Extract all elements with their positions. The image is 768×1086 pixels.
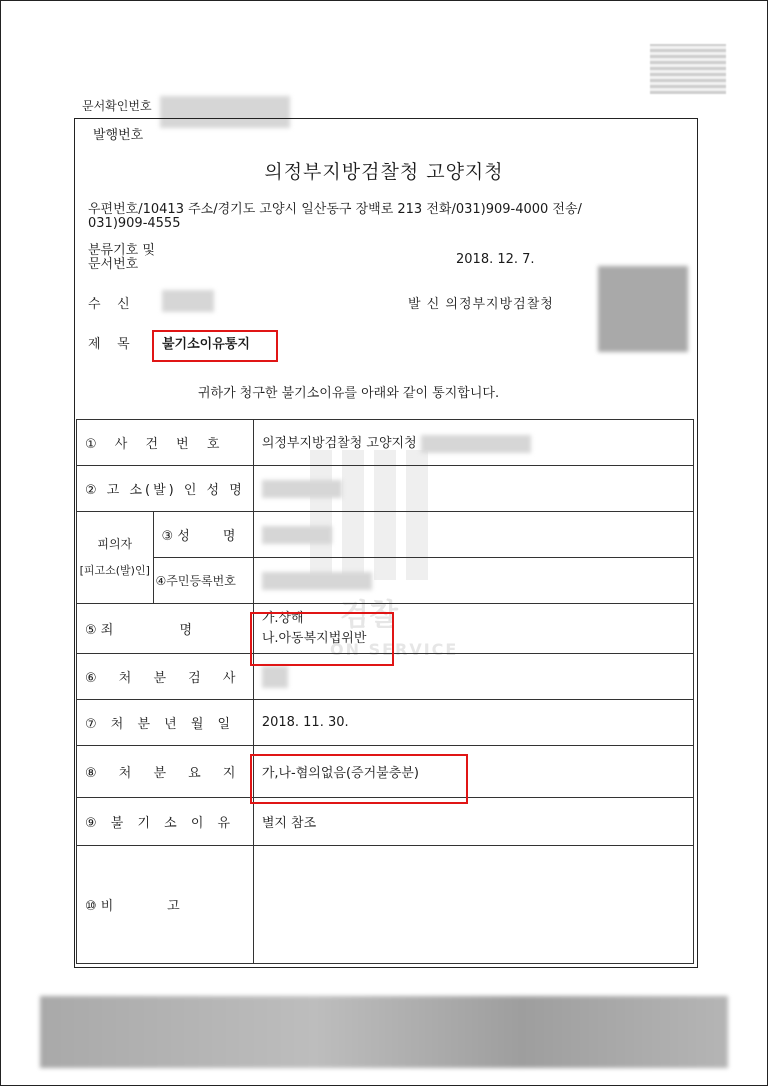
- classification-label: [88, 244, 155, 272]
- case-number-cell: [253, 420, 693, 466]
- highlight-disposition-summary: [250, 754, 468, 804]
- watermark-subtext: ON SERVICE: [330, 640, 459, 659]
- address-line-1: 우편번호/10413 주소/경기도 고양시 일산동구 장백로 213 전화/031)909-4000 전송/: [88, 202, 582, 217]
- redacted-case-number: [421, 435, 531, 453]
- table-row: [77, 420, 694, 466]
- disposition-date-label: ⑦ 처 분 년 월 일: [77, 700, 254, 746]
- address-line-2: 031)909-4555: [88, 216, 181, 231]
- subject-label: 제 목: [88, 337, 130, 352]
- classification-label-and: 및: [142, 243, 155, 258]
- issuance-stamp: [650, 44, 726, 94]
- sender-label: 발 신 의정부지방검찰청: [408, 297, 554, 312]
- highlight-subject: [152, 330, 278, 362]
- redacted-footer: [40, 996, 728, 1068]
- redacted-official-seal: [598, 266, 688, 352]
- case-number-label: ① 사 건 번 호: [77, 420, 254, 466]
- intro-text: 귀하가 청구한 불기소이유를 아래와 같이 통지합니다.: [198, 386, 500, 401]
- subject-value: 불기소이유통지: [162, 337, 250, 352]
- suspect-group-label: [77, 512, 154, 604]
- recipient-label: 수 신: [88, 297, 130, 312]
- table-row: [77, 798, 694, 846]
- table-row: [77, 700, 694, 746]
- classification-label-2: 문서번호: [88, 257, 139, 272]
- issue-number-label: 발행번호: [93, 128, 144, 143]
- reason-value: 별지 참조: [253, 798, 693, 846]
- disposition-date-value: 2018. 11. 30.: [253, 700, 693, 746]
- document-date: 2018. 12. 7.: [456, 252, 535, 267]
- table-row: [77, 558, 694, 604]
- table-row: [77, 466, 694, 512]
- doc-check-label: 문서확인번호: [82, 99, 152, 113]
- suspect-id-label: ④주민등록번호: [153, 558, 253, 604]
- redacted-recipient: [162, 290, 214, 312]
- remarks-cell: [253, 846, 693, 964]
- organization-title: 의정부지방검찰청 고양지청: [264, 161, 504, 183]
- watermark-text: 검찰: [340, 598, 398, 633]
- notice-form-table: [76, 419, 694, 964]
- table-row: [77, 846, 694, 964]
- complainant-label: ② 고 소(발) 인 성 명: [77, 466, 254, 512]
- suspect-label: 피의자: [97, 537, 133, 551]
- case-number-value: 의정부지방검찰청 고양지청: [261, 436, 417, 452]
- prosecutor-label: ⑥ 처 분 검 사: [77, 654, 254, 700]
- classification-label-1: 분류기호: [88, 243, 139, 258]
- table-row: [77, 512, 694, 558]
- redacted-prosecutor: [262, 666, 288, 688]
- suspect-name-label: ③ 성 명: [153, 512, 253, 558]
- reason-label: ⑨ 불 기 소 이 유: [77, 798, 254, 846]
- charge-value-1: 가.상해: [261, 610, 304, 626]
- redacted-complainant: [262, 480, 342, 498]
- suspect-id-cell: [253, 558, 693, 604]
- disposition-summary-value: 가,나-혐의없음(증거불충분): [253, 746, 693, 798]
- remarks-label: ⑩ 비 고: [77, 846, 254, 964]
- redacted-suspect-name: [262, 526, 332, 544]
- complainant-cell: [253, 466, 693, 512]
- suspect-name-cell: [253, 512, 693, 558]
- suspect-sub-label: [피고소(발)인]: [79, 564, 150, 577]
- charge-value-2: 나.아동복지법위반: [261, 630, 367, 646]
- redacted-suspect-id: [262, 572, 372, 590]
- disposition-summary-label: ⑧ 처 분 요 지: [77, 746, 254, 798]
- charge-label: ⑤ 죄 명: [77, 604, 254, 654]
- highlight-charge: [250, 612, 394, 666]
